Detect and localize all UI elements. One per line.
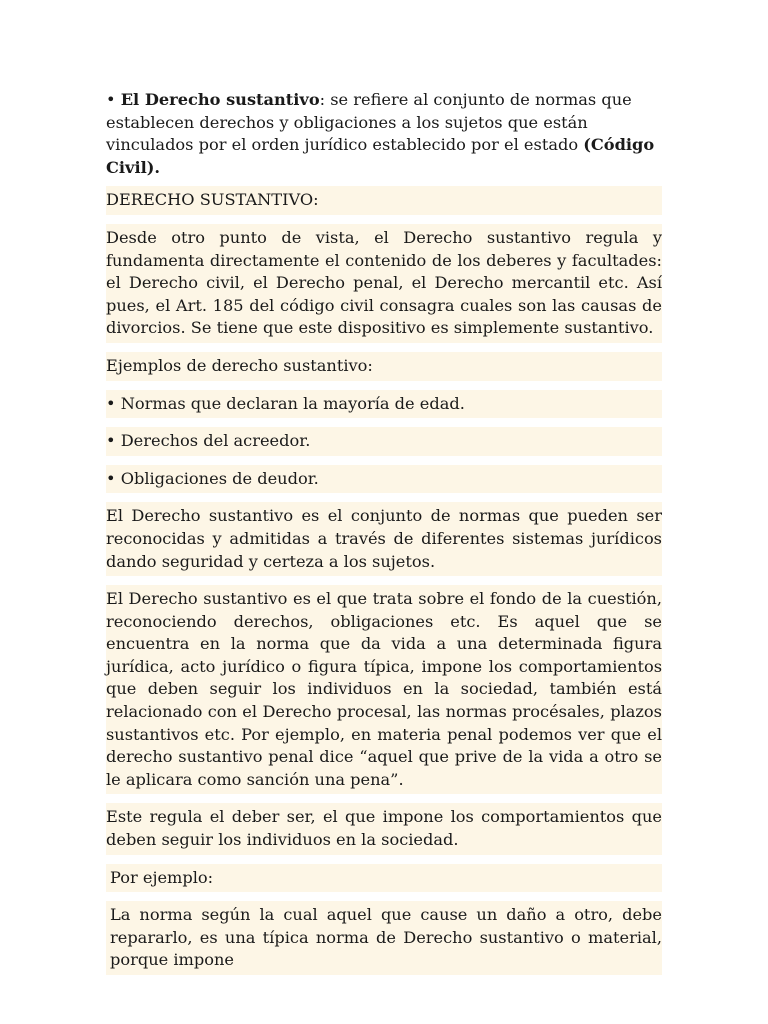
intro-term: El Derecho sustantivo xyxy=(120,90,320,109)
paragraph-5: La norma según la cual aquel que cause un daño a otro, debe repararlo, es una típica norma de Derecho sustantivo o material, porque impone xyxy=(106,901,662,975)
intro-ref: (Código Civil). xyxy=(106,135,655,177)
document-body xyxy=(106,89,662,984)
example-item-1: • Normas que declaran la mayoría de edad. xyxy=(106,390,662,419)
intro-paragraph xyxy=(106,89,662,179)
paragraph-3: El Derecho sustantivo es el que trata sobre el fondo de la cuestión, reconociendo derechos, obligaciones etc. Es aquel que se encuentra en la norma que da vida a una determinada figura jurídica, acto jurídico o figura típica, impone los comportamientos que deben seguir los individuos en la sociedad, también está relacionado con el Derecho procesal, las normas procésales, plazos sustantivos etc. Por ejemplo, en materia penal podemos ver que el derecho sustantivo penal dice “aquel que prive de la vida a otro se le aplicara como sanción una pena”. xyxy=(106,585,662,794)
paragraph-2: El Derecho sustantivo es el conjunto de normas que pueden ser reconocidas y admitidas a través de diferentes sistemas jurídicos dando seguridad y certeza a los sujetos. xyxy=(106,502,662,576)
example-label: Por ejemplo: xyxy=(106,864,662,893)
paragraph-4: Este regula el deber ser, el que impone los comportamientos que deben seguir los individuos en la sociedad. xyxy=(106,803,662,854)
section-heading: DERECHO SUSTANTIVO: xyxy=(106,186,662,215)
intro-text: : se refiere al conjunto de normas que establecen derechos y obligaciones a los sujetos que están vinculados por el orden jurídico establecido por el estado xyxy=(106,90,632,155)
examples-title: Ejemplos de derecho sustantivo: xyxy=(106,352,662,381)
intro-bullet: • xyxy=(106,90,116,109)
example-item-2: • Derechos del acreedor. xyxy=(106,427,662,456)
paragraph-1: Desde otro punto de vista, el Derecho sustantivo regula y fundamenta directamente el contenido de los deberes y facultades: el Derecho civil, el Derecho penal, el Derecho mercantil etc. Así pues, el Art. 185 del código civil consagra cuales son las causas de divorcios. Se tiene que este dispositivo es simplemente sustantivo. xyxy=(106,224,662,343)
example-item-3: • Obligaciones de deudor. xyxy=(106,465,662,494)
